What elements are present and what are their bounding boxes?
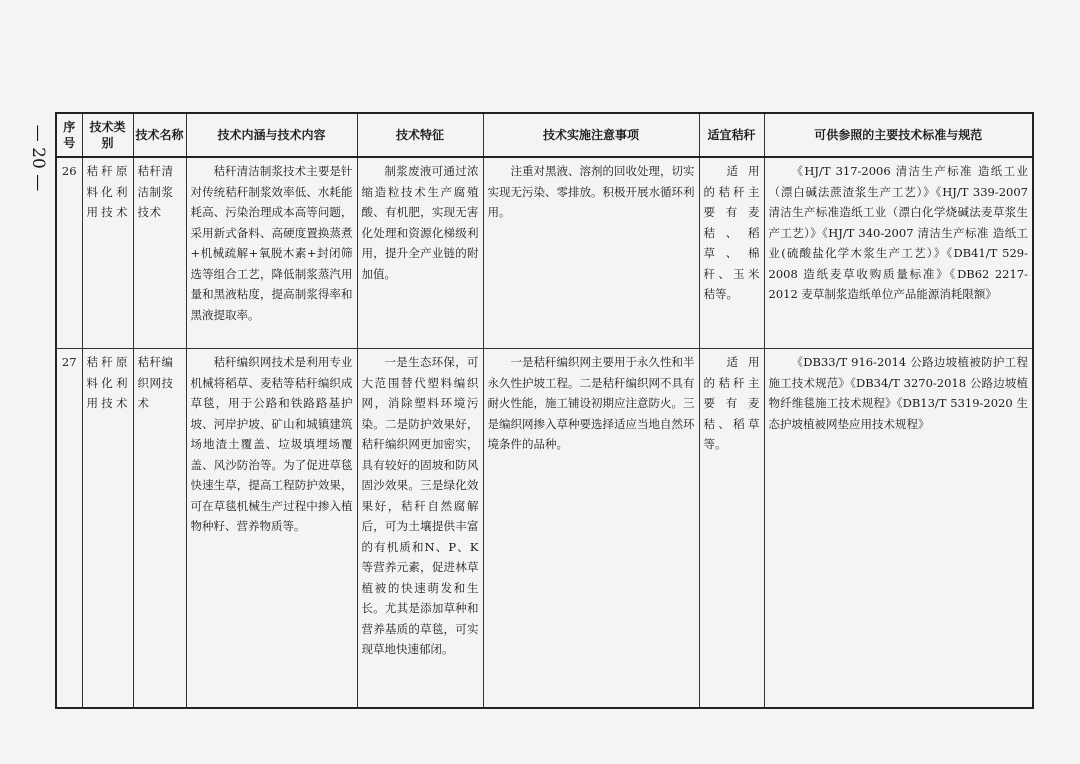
- header-notes: 技术实施注意事项: [483, 113, 699, 157]
- cell-category: 秸秆原料化利用技术: [82, 157, 133, 349]
- table-row: [56, 349, 1033, 709]
- cell-notes: 一是秸秆编织网主要用于永久性和半永久性护坡工程。二是秸秆编织网不具有耐火性能，施工铺设初期应注意防火。三是编织网掺入草种要选择适应当地自然环境条件的品种。: [483, 349, 699, 709]
- cell-category: 秸秆原料化利用技术: [82, 349, 133, 709]
- page-number-text: — 20 —: [28, 124, 49, 192]
- header-seq: 序号: [56, 113, 82, 157]
- cell-straw: 适用的秸秆主要有麦秸、稻草等。: [699, 349, 764, 709]
- header-straw: 适宜秸秆: [699, 113, 764, 157]
- cell-name: 秸秆清洁制浆技术: [133, 157, 186, 349]
- cell-content: 秸秆编织网技术是利用专业机械将稻草、麦秸等秸秆编织成草毯，用于公路和铁路路基护坡、河岸护坡、矿山和城镇建筑场地渣土覆盖、垃圾填埋场覆盖、风沙防治等。为了促进草毯快速生草，提高工程防护效果，可在草毯机械生产过程中掺入植物种籽、营养物质等。: [186, 349, 357, 709]
- cell-straw: 适用的秸秆主要有麦秸、稻草、棉秆、玉米秸等。: [699, 157, 764, 349]
- header-content: 技术内涵与技术内容: [186, 113, 357, 157]
- header-features: 技术特征: [357, 113, 483, 157]
- cell-standards: 《HJ/T 317-2006 清洁生产标准 造纸工业（漂白碱法蔗渣浆生产工艺）》《HJ/T 339-2007 清洁生产标准造纸工业（漂白化学烧碱法麦草浆生产工艺）》《HJ/T 340-2007 清洁生产标准 造纸工业(硫酸盐化学木浆生产工艺）》《DB41/T 529-2008 造纸麦草收购质量标准》《DB62 2217-2012 麦草制浆造纸单位产品能源消耗限额》: [764, 157, 1033, 349]
- table-header-row: [56, 113, 1033, 157]
- technology-table: [55, 112, 1034, 709]
- cell-features: 制浆废液可通过浓缩造粒技术生产腐殖酸、有机肥，实现无害化处理和资源化梯级利用，提升全产业链的附加值。: [357, 157, 483, 349]
- cell-seq: 26: [56, 157, 82, 349]
- header-category: 技术类别: [82, 113, 133, 157]
- cell-standards: 《DB33/T 916-2014 公路边坡植被防护工程施工技术规范》《DB34/T 3270-2018 公路边坡植物纤维毯施工技术规程》《DB13/T 5319-2020 生态护坡植被网垫应用技术规程》: [764, 349, 1033, 709]
- cell-name: 秸秆编织网技术: [133, 349, 186, 709]
- header-standards: 可供参照的主要技术标准与规范: [764, 113, 1033, 157]
- table-row: [56, 157, 1033, 349]
- page-number: [26, 118, 50, 198]
- cell-features: 一是生态环保，可大范围替代塑料编织网，消除塑料环境污染。二是防护效果好，秸秆编织网更加密实，具有较好的固坡和防风固沙效果。三是绿化效果好，秸秆自然腐解后，可为土壤提供丰富的有机质和N、P、K等营养元素，促进林草植被的快速萌发和生长。尤其是添加草种和营养基质的草毯，可实现草地快速郁闭。: [357, 349, 483, 709]
- header-name: 技术名称: [133, 113, 186, 157]
- cell-notes: 注重对黑液、溶剂的回收处理，切实实现无污染、零排放。积极开展水循环利用。: [483, 157, 699, 349]
- cell-content: 秸秆清洁制浆技术主要是针对传统秸秆制浆效率低、水耗能耗高、污染治理成本高等问题，采用新式备料、高硬度置换蒸煮+机械疏解+氧脱木素+封闭筛选等组合工艺，降低制浆蒸汽用量和黑液粘度，提高制浆得率和黑液提取率。: [186, 157, 357, 349]
- cell-seq: 27: [56, 349, 82, 709]
